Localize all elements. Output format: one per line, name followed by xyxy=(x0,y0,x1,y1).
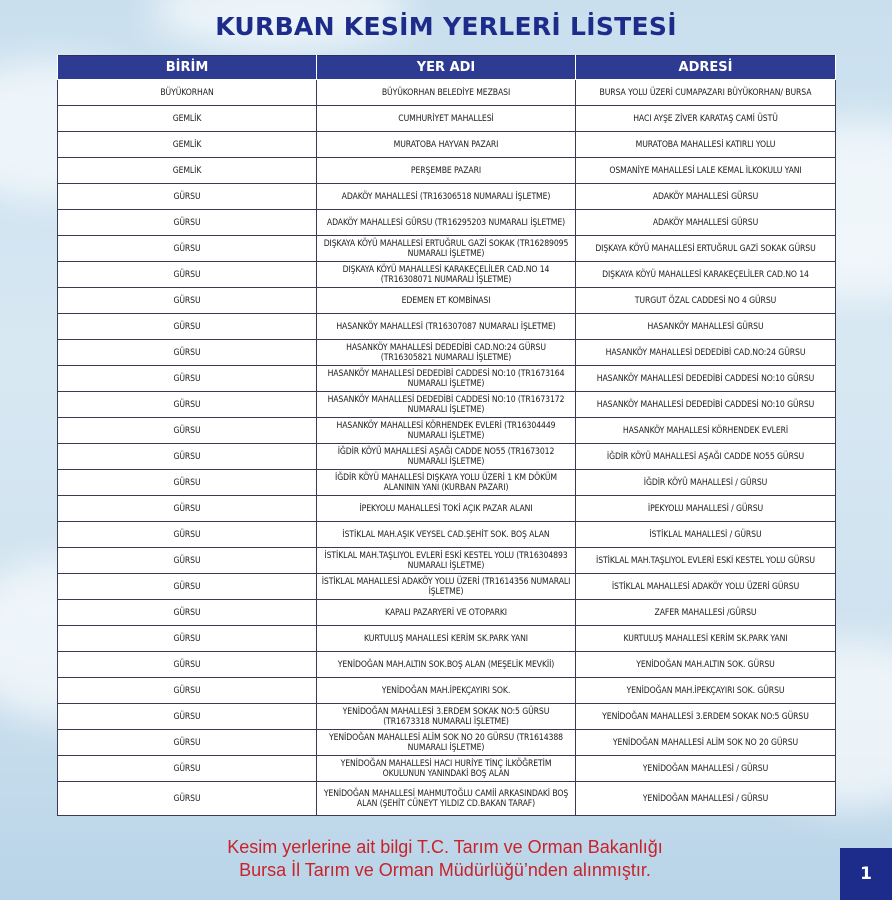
cell-place-name: İSTİKLAL MAH.TAŞLIYOL EVLERİ ESKİ KESTEL YOLU (TR16304893 NUMARALI İŞLETME) xyxy=(317,548,576,574)
cell-address: ADAKÖY MAHALLESİ GÜRSU xyxy=(576,184,836,210)
cell-place-name: DIŞKAYA KÖYÜ MAHALLESİ ERTUĞRUL GAZİ SOKAK (TR16289095 NUMARALI İŞLETME) xyxy=(317,236,576,262)
table-row xyxy=(58,392,836,418)
table-row xyxy=(58,80,836,106)
cell-address: TURGUT ÖZAL CADDESİ NO 4 GÜRSU xyxy=(576,288,836,314)
table-row xyxy=(58,574,836,600)
table-row xyxy=(58,756,836,782)
table-row xyxy=(58,236,836,262)
table-row xyxy=(58,288,836,314)
cell-place-name: HASANKÖY MAHALLESİ DEDEDİBİ CAD.NO:24 GÜRSU (TR16305821 NUMARALI İŞLETME) xyxy=(317,340,576,366)
cell-unit: BÜYÜKORHAN xyxy=(58,80,317,106)
cell-address: HASANKÖY MAHALLESİ DEDEDİBİ CAD.NO:24 GÜRSU xyxy=(576,340,836,366)
cell-unit: GÜRSU xyxy=(58,600,317,626)
cell-address: HASANKÖY MAHALLESİ DEDEDİBİ CADDESİ NO:10 GÜRSU xyxy=(576,366,836,392)
table-row xyxy=(58,158,836,184)
cell-address: DIŞKAYA KÖYÜ MAHALLESİ KARAKEÇELİLER CAD.NO 14 xyxy=(576,262,836,288)
cell-unit: GÜRSU xyxy=(58,314,317,340)
column-header-address: ADRESİ xyxy=(576,56,836,80)
cell-place-name: BÜYÜKORHAN BELEDİYE MEZBASI xyxy=(317,80,576,106)
cell-unit: GÜRSU xyxy=(58,574,317,600)
cell-place-name: MURATOBA HAYVAN PAZARI xyxy=(317,132,576,158)
cell-unit: GÜRSU xyxy=(58,184,317,210)
source-note xyxy=(120,836,770,882)
cell-address: İĞDİR KÖYÜ MAHALLESİ AŞAĞI CADDE NO55 GÜRSU xyxy=(576,444,836,470)
cell-unit: GÜRSU xyxy=(58,366,317,392)
table-row xyxy=(58,600,836,626)
table-row xyxy=(58,548,836,574)
cell-address: KURTULUŞ MAHALLESİ KERİM SK.PARK YANI xyxy=(576,626,836,652)
cell-place-name: EDEMEN ET KOMBİNASI xyxy=(317,288,576,314)
cell-place-name: İSTİKLAL MAH.AŞIK VEYSEL CAD.ŞEHİT SOK. BOŞ ALAN xyxy=(317,522,576,548)
cell-unit: GÜRSU xyxy=(58,392,317,418)
cell-address: İSTİKLAL MAHALLESİ ADAKÖY YOLU ÜZERİ GÜRSU xyxy=(576,574,836,600)
cell-unit: GÜRSU xyxy=(58,444,317,470)
slaughter-locations-table xyxy=(57,55,836,816)
table-row xyxy=(58,418,836,444)
cell-address: ADAKÖY MAHALLESİ GÜRSU xyxy=(576,210,836,236)
table-row xyxy=(58,678,836,704)
cell-address: YENİDOĞAN MAHALLESİ ALİM SOK NO 20 GÜRSU xyxy=(576,730,836,756)
table-row xyxy=(58,314,836,340)
cell-unit: GÜRSU xyxy=(58,288,317,314)
cell-unit: GÜRSU xyxy=(58,548,317,574)
column-header-place-name: YER ADI xyxy=(317,56,576,80)
table-row xyxy=(58,262,836,288)
cell-address: İSTİKLAL MAHALLESİ / GÜRSU xyxy=(576,522,836,548)
table-row xyxy=(58,444,836,470)
table-row xyxy=(58,210,836,236)
cell-unit: GEMLİK xyxy=(58,132,317,158)
cell-unit: GEMLİK xyxy=(58,158,317,184)
table-row xyxy=(58,652,836,678)
cell-unit: GÜRSU xyxy=(58,418,317,444)
cell-address: HASANKÖY MAHALLESİ GÜRSU xyxy=(576,314,836,340)
cell-place-name: DIŞKAYA KÖYÜ MAHALLESİ KARAKEÇELİLER CAD.NO 14 (TR16308071 NUMARALI İŞLETME) xyxy=(317,262,576,288)
table-row xyxy=(58,522,836,548)
cell-address: YENİDOĞAN MAHALLESİ / GÜRSU xyxy=(576,756,836,782)
table-row xyxy=(58,340,836,366)
cell-address: YENİDOĞAN MAHALLESİ 3.ERDEM SOKAK NO:5 GÜRSU xyxy=(576,704,836,730)
table-row xyxy=(58,496,836,522)
table-row xyxy=(58,184,836,210)
source-note-line-2: Bursa İl Tarım ve Orman Müdürlüğü’nden alınmıştır. xyxy=(239,860,651,880)
table-body xyxy=(58,80,836,816)
table-row xyxy=(58,704,836,730)
table-row xyxy=(58,782,836,816)
cell-unit: GÜRSU xyxy=(58,262,317,288)
cell-unit: GÜRSU xyxy=(58,626,317,652)
cell-unit: GÜRSU xyxy=(58,730,317,756)
cell-address: YENİDOĞAN MAHALLESİ / GÜRSU xyxy=(576,782,836,816)
cell-place-name: HASANKÖY MAHALLESİ (TR16307087 NUMARALI İŞLETME) xyxy=(317,314,576,340)
cell-address: YENİDOĞAN MAH.İPEKÇAYIRI SOK. GÜRSU xyxy=(576,678,836,704)
table-row xyxy=(58,730,836,756)
table-row xyxy=(58,366,836,392)
cell-place-name: HASANKÖY MAHALLESİ KÖRHENDEK EVLERİ (TR16304449 NUMARALI İŞLETME) xyxy=(317,418,576,444)
cell-place-name: İĞDİR KÖYÜ MAHALLESİ DIŞKAYA YOLU ÜZERİ 1 KM DÖKÜM ALANININ YANI (KURBAN PAZARI) xyxy=(317,470,576,496)
cell-unit: GEMLİK xyxy=(58,106,317,132)
cell-place-name: ADAKÖY MAHALLESİ GÜRSU (TR16295203 NUMARALI İŞLETME) xyxy=(317,210,576,236)
slaughter-locations-table-container xyxy=(57,55,835,816)
table-row xyxy=(58,106,836,132)
cell-unit: GÜRSU xyxy=(58,340,317,366)
cell-place-name: İSTİKLAL MAHALLESİ ADAKÖY YOLU ÜZERİ (TR1614356 NUMARALI İŞLETME) xyxy=(317,574,576,600)
cell-place-name: YENİDOĞAN MAHALLESİ MAHMUTOĞLU CAMİİ ARKASINDAKİ BOŞ ALAN (ŞEHİT CÜNEYT YILDIZ CD.BAKAN TARAF) xyxy=(317,782,576,816)
cell-place-name: PERŞEMBE PAZARI xyxy=(317,158,576,184)
cell-unit: GÜRSU xyxy=(58,522,317,548)
cell-address: YENİDOĞAN MAH.ALTIN SOK. GÜRSU xyxy=(576,652,836,678)
cell-place-name: YENİDOĞAN MAHALLESİ ALİM SOK NO 20 GÜRSU (TR1614388 NUMARALI İŞLETME) xyxy=(317,730,576,756)
source-note-line-1: Kesim yerlerine ait bilgi T.C. Tarım ve Orman Bakanlığı xyxy=(227,837,663,857)
column-header-unit: BİRİM xyxy=(58,56,317,80)
cell-place-name: CUMHURİYET MAHALLESİ xyxy=(317,106,576,132)
cell-address: BURSA YOLU ÜZERİ CUMAPAZARI BÜYÜKORHAN/ BURSA xyxy=(576,80,836,106)
cell-unit: GÜRSU xyxy=(58,236,317,262)
cell-place-name: KAPALI PAZARYERİ VE OTOPARKI xyxy=(317,600,576,626)
cell-place-name: İĞDİR KÖYÜ MAHALLESİ AŞAĞI CADDE NO55 (TR1673012 NUMARALI İŞLETME) xyxy=(317,444,576,470)
cell-unit: GÜRSU xyxy=(58,678,317,704)
cell-address: HASANKÖY MAHALLESİ KÖRHENDEK EVLERİ xyxy=(576,418,836,444)
cell-place-name: YENİDOĞAN MAH.ALTIN SOK.BOŞ ALAN (MEŞELİK MEVKİİ) xyxy=(317,652,576,678)
cell-unit: GÜRSU xyxy=(58,704,317,730)
cell-address: İSTİKLAL MAH.TAŞLIYOL EVLERİ ESKİ KESTEL YOLU GÜRSU xyxy=(576,548,836,574)
cell-place-name: HASANKÖY MAHALLESİ DEDEDİBİ CADDESİ NO:10 (TR1673172 NUMARALI İŞLETME) xyxy=(317,392,576,418)
cell-place-name: ADAKÖY MAHALLESİ (TR16306518 NUMARALI İŞLETME) xyxy=(317,184,576,210)
cell-place-name: KURTULUŞ MAHALLESİ KERİM SK.PARK YANI xyxy=(317,626,576,652)
table-header-row xyxy=(58,56,836,80)
table-row xyxy=(58,470,836,496)
table-row xyxy=(58,626,836,652)
table-row xyxy=(58,132,836,158)
cell-place-name: YENİDOĞAN MAH.İPEKÇAYIRI SOK. xyxy=(317,678,576,704)
cell-address: İĞDİR KÖYÜ MAHALLESİ / GÜRSU xyxy=(576,470,836,496)
cell-unit: GÜRSU xyxy=(58,210,317,236)
cell-address: HACI AYŞE ZİVER KARATAŞ CAMİ ÜSTÜ xyxy=(576,106,836,132)
cell-place-name: İPEKYOLU MAHALLESİ TOKİ AÇIK PAZAR ALANI xyxy=(317,496,576,522)
cell-address: MURATOBA MAHALLESİ KATIRLI YOLU xyxy=(576,132,836,158)
cell-address: ZAFER MAHALLESİ /GÜRSU xyxy=(576,600,836,626)
cell-unit: GÜRSU xyxy=(58,470,317,496)
cell-place-name: YENİDOĞAN MAHALLESİ HACI HURİYE TİNÇ İLKÖĞRETİM OKULUNUN YANINDAKİ BOŞ ALAN xyxy=(317,756,576,782)
cell-address: HASANKÖY MAHALLESİ DEDEDİBİ CADDESİ NO:10 GÜRSU xyxy=(576,392,836,418)
cell-place-name: YENİDOĞAN MAHALLESİ 3.ERDEM SOKAK NO:5 GÜRSU (TR1673318 NUMARALI İŞLETME) xyxy=(317,704,576,730)
cell-unit: GÜRSU xyxy=(58,756,317,782)
cell-place-name: HASANKÖY MAHALLESİ DEDEDİBİ CADDESİ NO:10 (TR1673164 NUMARALI İŞLETME) xyxy=(317,366,576,392)
cell-address: OSMANİYE MAHALLESİ LALE KEMAL İLKOKULU YANI xyxy=(576,158,836,184)
page-number: 1 xyxy=(840,848,892,900)
cell-address: DIŞKAYA KÖYÜ MAHALLESİ ERTUĞRUL GAZİ SOKAK GÜRSU xyxy=(576,236,836,262)
page-title: KURBAN KESİM YERLERİ LİSTESİ xyxy=(215,12,677,41)
cell-unit: GÜRSU xyxy=(58,782,317,816)
cell-unit: GÜRSU xyxy=(58,496,317,522)
cell-unit: GÜRSU xyxy=(58,652,317,678)
cell-address: İPEKYOLU MAHALLESİ / GÜRSU xyxy=(576,496,836,522)
